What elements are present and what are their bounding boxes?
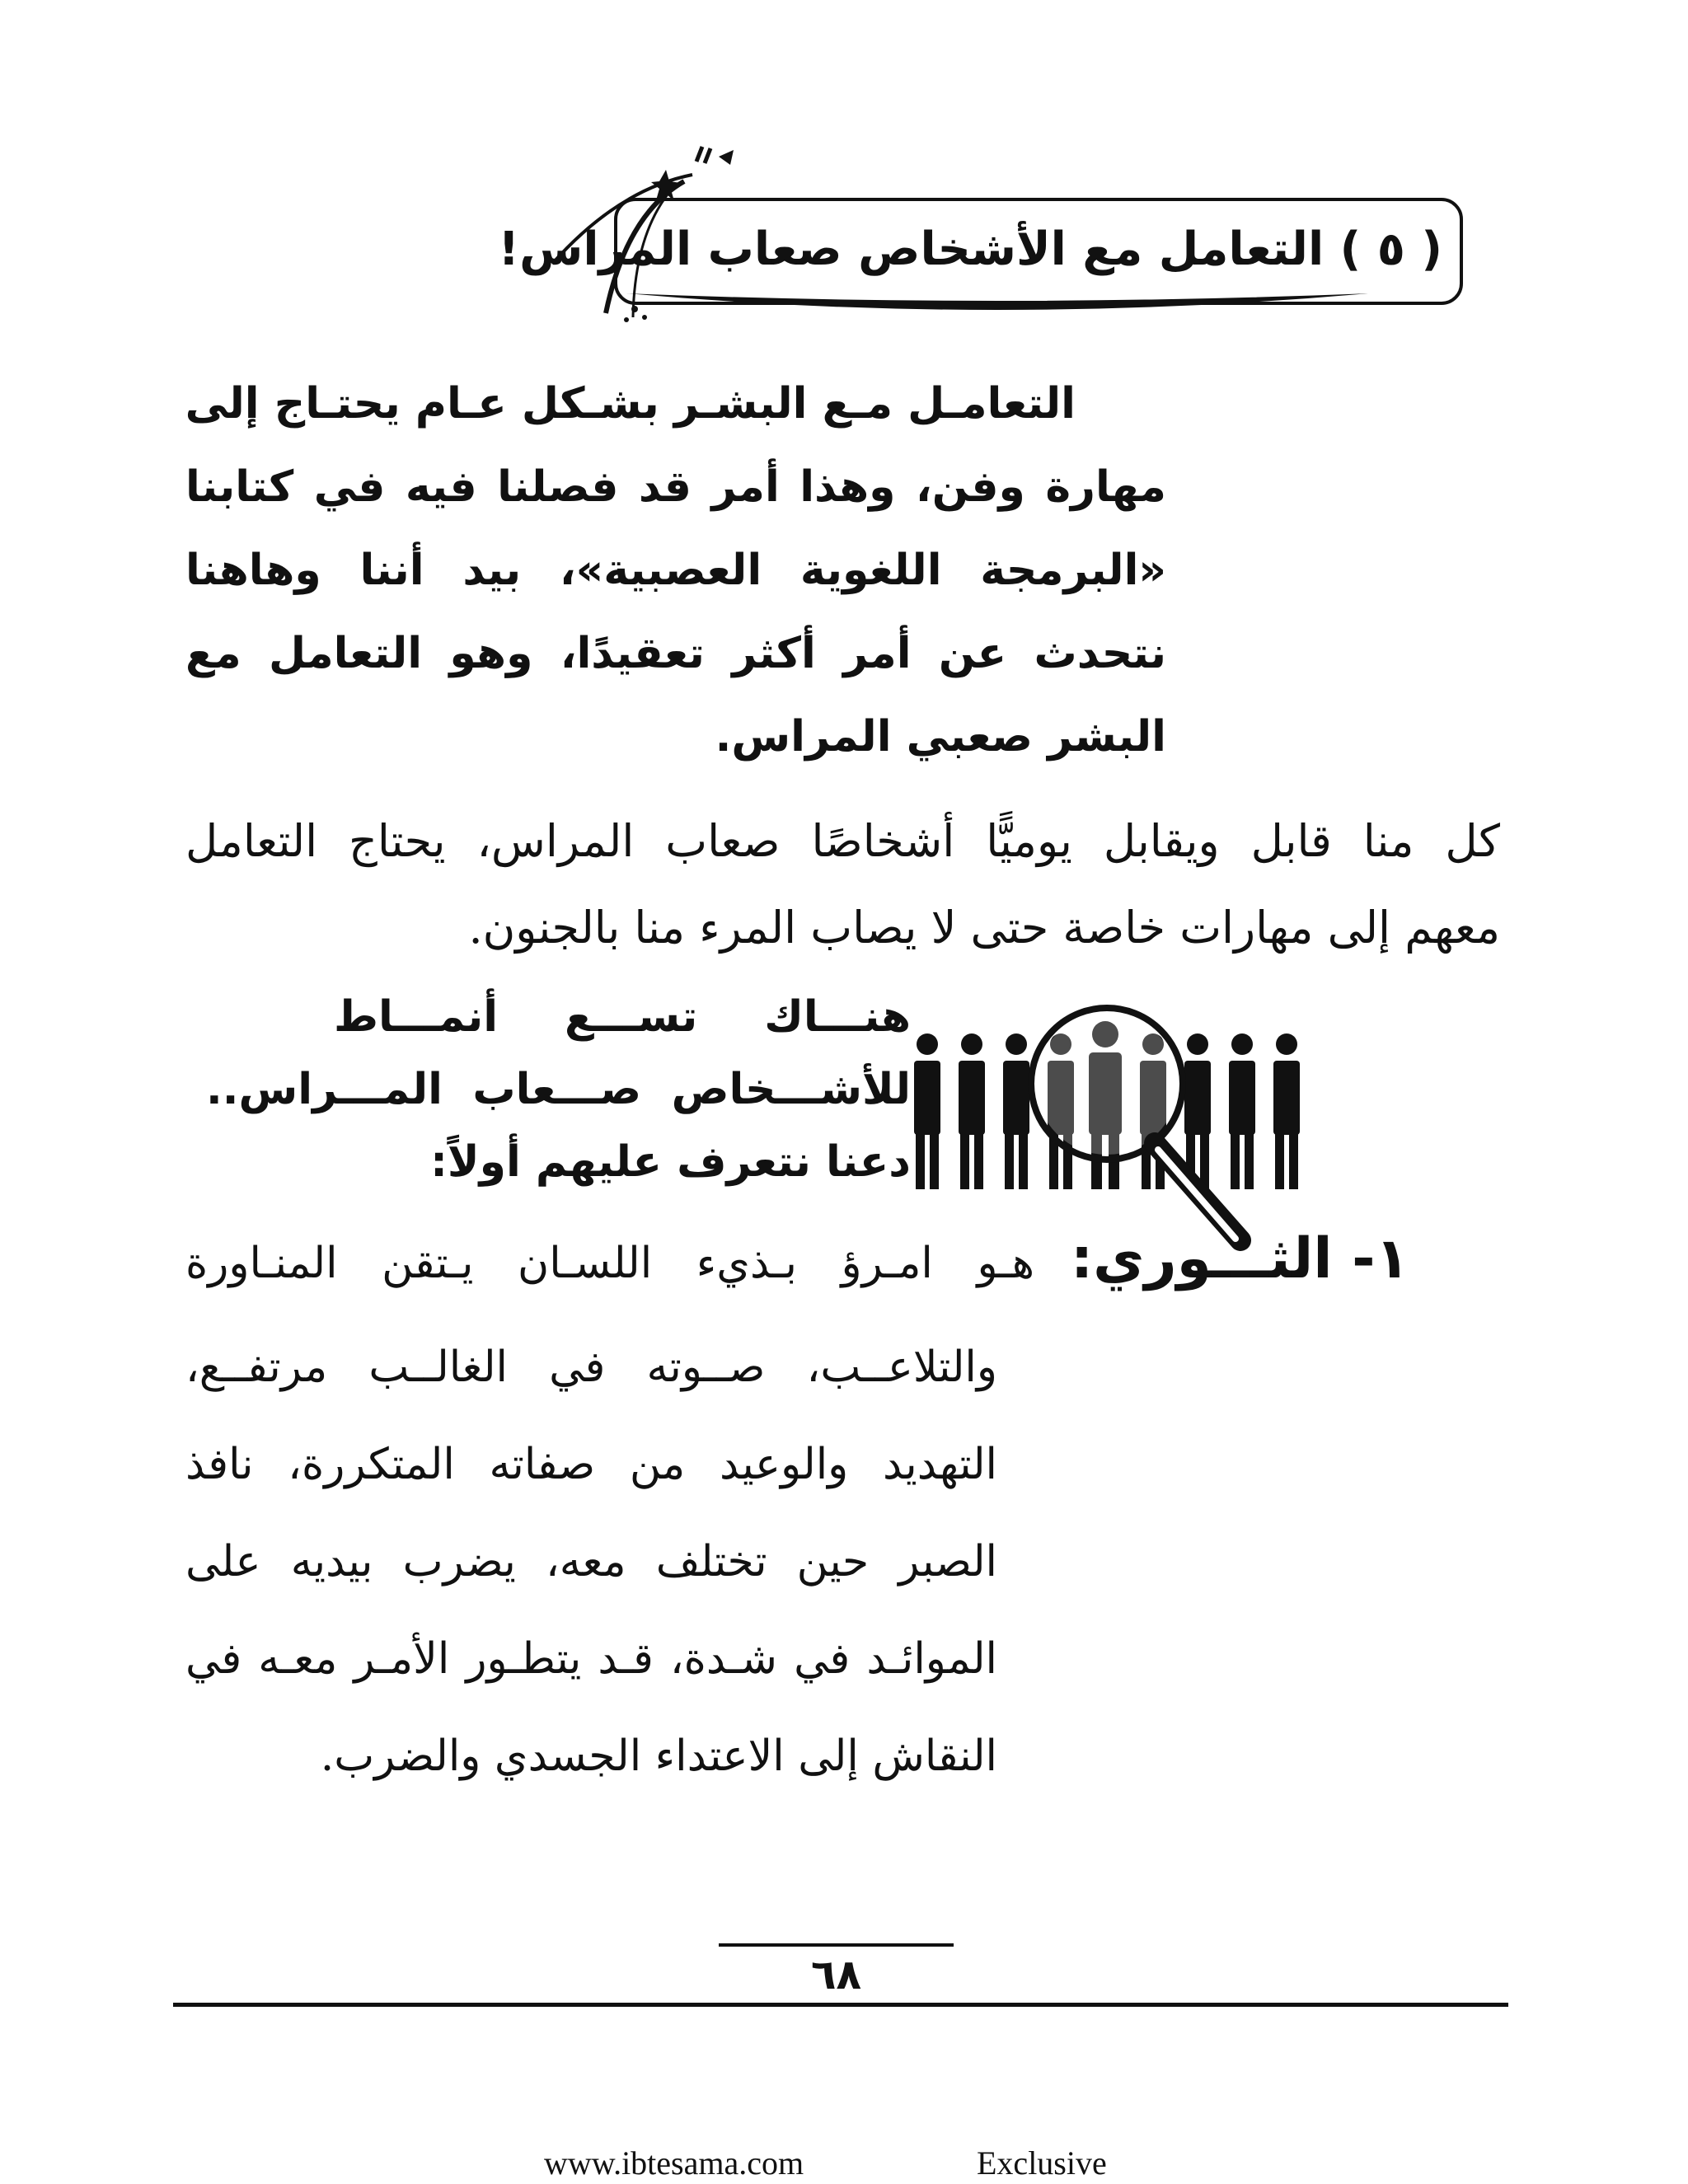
item-description [185,1319,997,1805]
person-figure [959,1033,985,1189]
item-label: الثـــوري: [1070,1226,1333,1291]
types-line: للأشـــخاص صـــعاب المـــراس.. [206,1065,911,1114]
item-line: التهديد والوعيد من صفاته المتكررة، نافذ [185,1440,997,1489]
intro-line: «البرمجة اللغوية العصبية»، بيد أننا وهاهنا [185,546,1166,595]
person-figure [914,1033,940,1189]
item-first-line: هـو امـرؤ بـذيء اللسـان يـتقن المنـاورة [185,1239,1034,1288]
item-line: الموائـد في شـدة، قـد يتطـور الأمـر معـه في [185,1634,997,1684]
person-figure [1229,1033,1255,1189]
footer-site: www.ibtesama.com [544,2144,804,2182]
types-line: هنـــاك تســـع أنمـــاط [334,992,911,1042]
item-line: الصبر حين تختلف معه، يضرب بيديه على [185,1537,997,1586]
chapter-title: ( ٥ ) التعامل مع الأشخاص صعاب المراس! [498,223,1442,276]
intro-line: نتحدث عن أمر أكثر تعقيدًا، وهو التعامل مع [185,629,1166,678]
item-heading [1047,1218,1409,1301]
footer-tag: Exclusive [977,2144,1107,2182]
item-number: ١- [1352,1226,1409,1291]
person-figure [1273,1033,1300,1189]
title-banner-swoosh [626,290,1368,326]
types-intro [185,981,911,1198]
intro-line: التعامـل مـع البشـر بشـكل عـام يحتـاج إلى [185,379,1076,429]
intro-line: مهارة وفن، وهذا أمر قد فصلنا فيه في كتابنا [185,462,1166,512]
body-line: كل منا قابل ويقابل يوميًّا أشخاصًا صعاب المراس، يحتاج التعامل [185,815,1500,867]
types-line: دعنا نتعرف عليهم أولاً: [430,1137,911,1187]
body-line: معهم إلى مهارات خاصة حتى لا يصاب المرء منا بالجنون. [468,902,1500,954]
item-line: النقاش إلى الاعتداء الجسدي والضرب. [320,1732,997,1781]
page-number: ٦٨ [810,1951,862,1999]
item-line: والتلاعــب، صــوته في الغالــب مرتفــع، [185,1343,997,1392]
footer [544,2143,1203,2184]
intro-line: البشر صعبي المراس. [715,712,1166,762]
person-figure [1003,1033,1029,1189]
body-paragraph [185,798,1500,971]
intro-paragraph [185,363,1166,779]
footer-rule [173,2003,1508,2007]
